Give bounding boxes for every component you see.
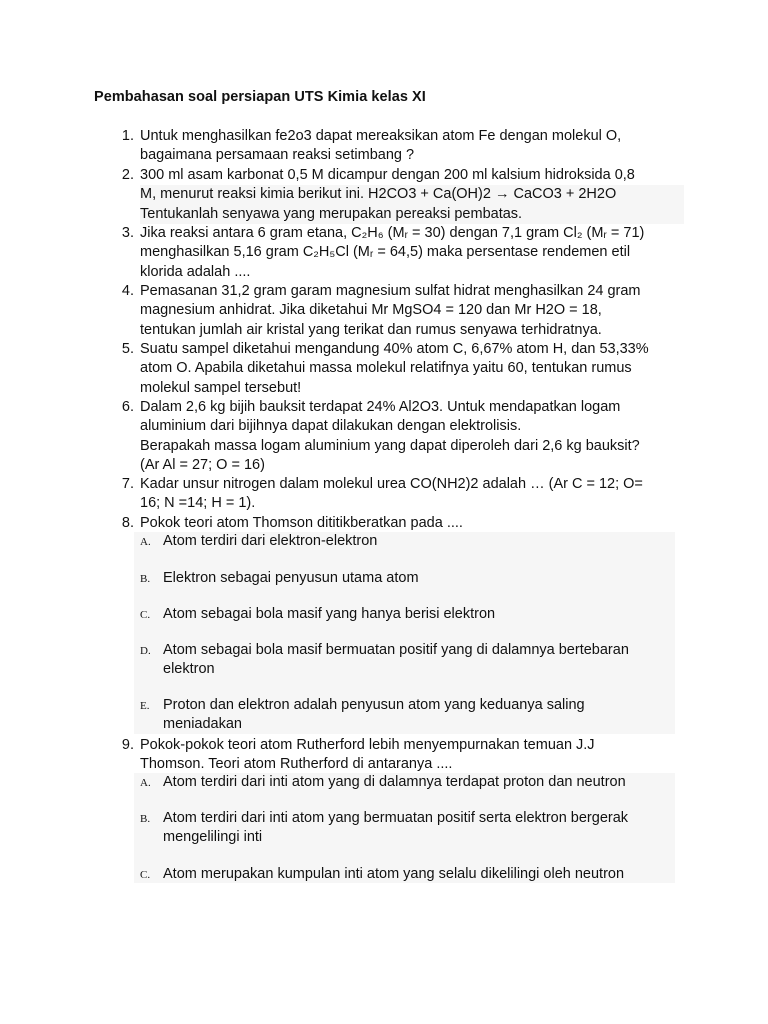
question-8 [114, 514, 684, 533]
option-letter: B. [140, 573, 151, 585]
question-text-line: aluminium dari bijihnya dapat dilakukan dengan elektrolisis. [140, 418, 522, 435]
question-number: 4. [121, 283, 134, 299]
question-2 [114, 166, 684, 224]
option-text: Elektron sebagai penyusun utama atom [163, 570, 419, 586]
option-text: mengelilingi inti [163, 828, 263, 845]
option-c [134, 865, 675, 884]
question-text-line: 16; N =14; H = 1). [140, 495, 256, 512]
option-text: Atom terdiri dari inti atom yang di dalamnya terdapat proton dan neutron [163, 774, 626, 790]
option-letter: A. [140, 777, 151, 789]
question-8-options [134, 532, 675, 734]
question-text-line: Berapakah massa logam aluminium yang dapat diperoleh dari 2,6 kg bauksit? [140, 437, 640, 454]
question-1 [114, 127, 684, 166]
question-7 [114, 475, 684, 514]
question-text-line: (Ar Al = 27; O = 16) [140, 456, 265, 473]
option-a [134, 532, 675, 551]
document-title: Pembahasan soal persiapan UTS Kimia kelas XI [94, 89, 426, 105]
question-number: 2. [121, 167, 134, 183]
question-text-line: klorida adalah .... [140, 263, 251, 280]
option-letter: D. [140, 645, 151, 657]
question-number: 7. [121, 476, 134, 492]
option-letter: C. [140, 869, 151, 881]
question-5 [114, 340, 684, 398]
option-letter: B. [140, 813, 151, 825]
question-text-line: Pokok-pokok teori atom Rutherford lebih menyempurnakan temuan J.J [140, 737, 595, 753]
option-c [134, 605, 675, 624]
question-text-line: Dalam 2,6 kg bijih bauksit terdapat 24% Al2O3. Untuk mendapatkan logam [140, 399, 621, 415]
question-text-line: Pokok teori atom Thomson dititikberatkan pada .... [140, 515, 463, 531]
option-d [134, 641, 675, 678]
question-text-line: Suatu sampel diketahui mengandung 40% atom C, 6,67% atom H, dan 53,33% [140, 341, 649, 357]
option-b [134, 569, 675, 588]
question-text-line: 300 ml asam karbonat 0,5 M dicampur dengan 200 ml kalsium hidroksida 0,8 [140, 167, 635, 183]
option-text: Atom terdiri dari inti atom yang bermuatan positif serta elektron bergerak [163, 810, 629, 826]
option-text: Atom terdiri dari elektron-elektron [163, 533, 378, 549]
question-6 [114, 398, 684, 475]
option-letter: C. [140, 609, 151, 621]
option-e [134, 696, 675, 733]
option-letter: A. [140, 536, 151, 548]
question-text-line: bagaimana persamaan reaksi setimbang ? [140, 147, 415, 164]
question-text-line: molekul sampel tersebut! [140, 379, 302, 396]
question-number: 9. [121, 737, 134, 753]
option-a [134, 773, 675, 792]
question-text-line: M, menurut reaksi kimia berikut ini. H2CO3 + Ca(OH)2 → CaCO3 + 2H2O [140, 185, 684, 204]
question-number: 3. [121, 225, 134, 241]
option-text: elektron [163, 660, 215, 677]
question-text-line: menghasilkan 5,16 gram C₂H₅Cl (Mᵣ = 64,5) maka persentase rendemen etil [140, 244, 631, 261]
question-text-line: magnesium anhidrat. Jika diketahui Mr MgSO4 = 120 dan Mr H2O = 18, [140, 302, 602, 319]
question-text-line: tentukan jumlah air kristal yang terikat dan rumus senyawa terhidratnya. [140, 321, 602, 338]
question-number: 8. [121, 515, 134, 531]
option-text: Atom sebagai bola masif yang hanya berisi elektron [163, 606, 496, 622]
option-text: meniadakan [163, 715, 242, 732]
option-text: Atom merupakan kumpulan inti atom yang selalu dikelilingi oleh neutron [163, 866, 625, 882]
question-text-line: Tentukanlah senyawa yang merupakan pereaksi pembatas. [140, 205, 684, 224]
option-letter: E. [140, 700, 150, 712]
question-text-line: Pemasanan 31,2 gram garam magnesium sulfat hidrat menghasilkan 24 gram [140, 283, 641, 299]
question-9-options [134, 773, 675, 883]
question-text-line: atom O. Apabila diketahui massa molekul relatifnya yaitu 60, tentukan rumus [140, 360, 632, 377]
question-text-line: Untuk menghasilkan fe2o3 dapat mereaksikan atom Fe dengan molekul O, [140, 128, 622, 144]
question-number: 5. [121, 341, 134, 357]
question-text-line: Thomson. Teori atom Rutherford di antaranya .... [140, 756, 453, 773]
option-text: Atom sebagai bola masif bermuatan positif yang di dalamnya bertebaran [163, 642, 629, 658]
question-number: 6. [121, 399, 134, 415]
option-b [134, 809, 675, 846]
question-9 [114, 736, 684, 775]
question-number: 1. [121, 128, 134, 144]
question-text-line: Kadar unsur nitrogen dalam molekul urea CO(NH2)2 adalah … (Ar C = 12; O= [140, 476, 643, 492]
option-text: Proton dan elektron adalah penyusun atom yang keduanya saling [163, 697, 585, 713]
question-4 [114, 282, 684, 340]
question-text-line: Jika reaksi antara 6 gram etana, C₂H₆ (Mᵣ = 30) dengan 7,1 gram Cl₂ (Mᵣ = 71) [140, 225, 645, 241]
question-3 [114, 224, 684, 282]
